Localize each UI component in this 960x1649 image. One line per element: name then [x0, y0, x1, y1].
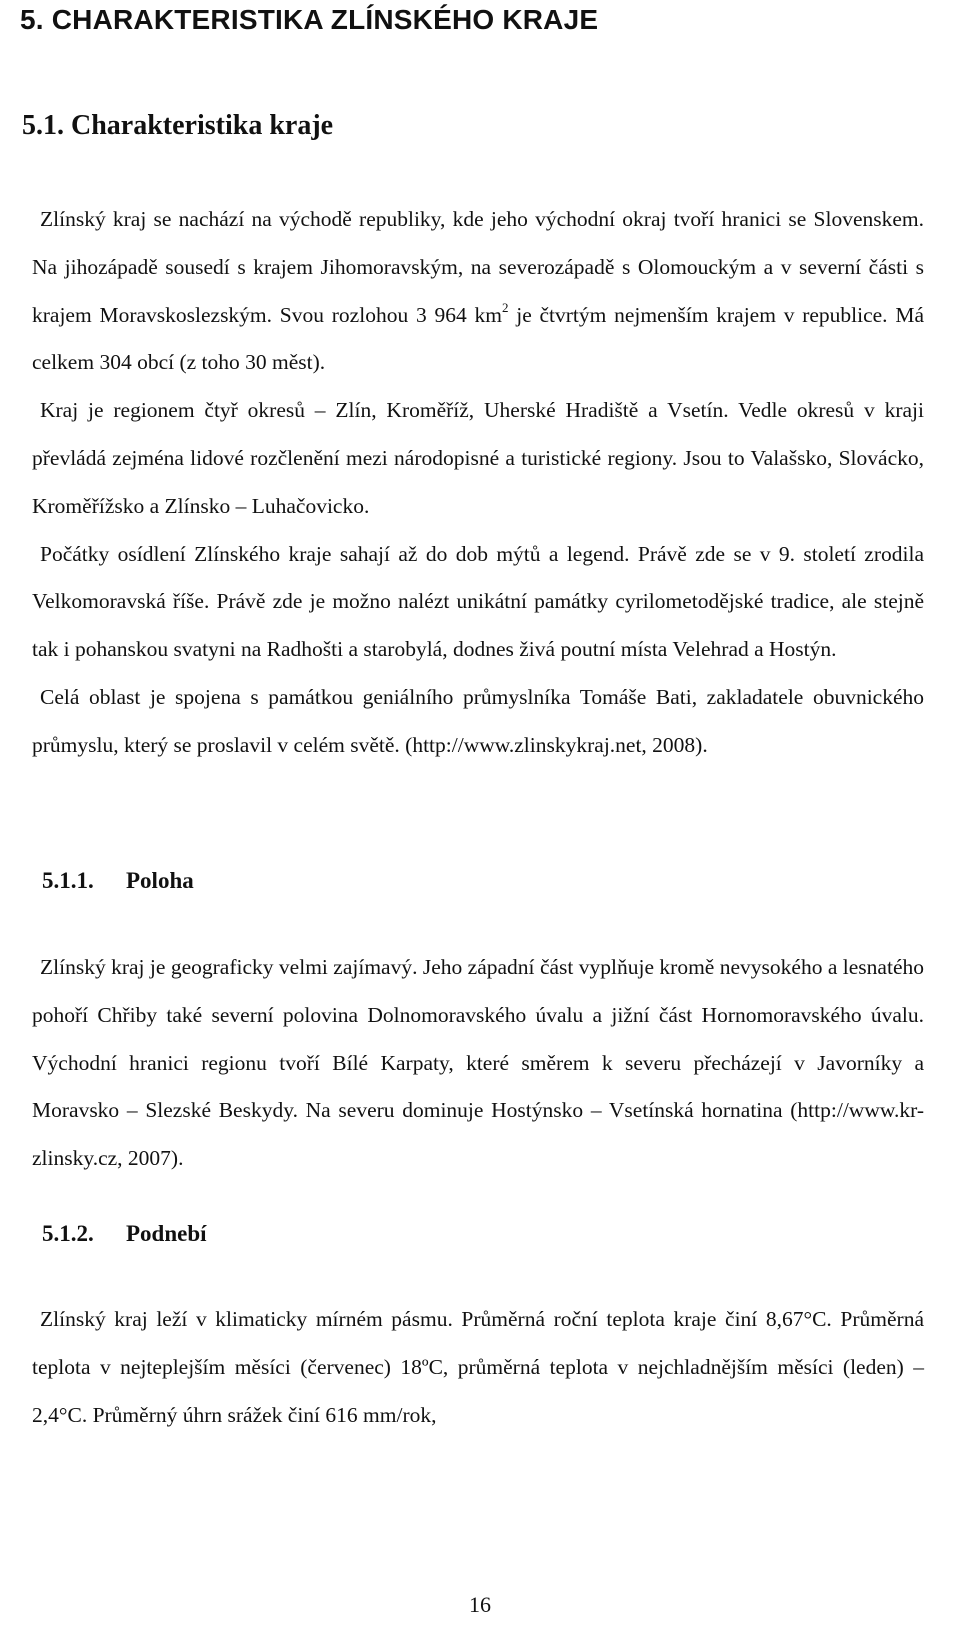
subsection-heading-podnebi: [42, 1221, 207, 1247]
page-number: 16: [469, 1592, 491, 1617]
paragraph-districts: Kraj je regionem čtyř okresů – Zlín, Kroměříž, Uherské Hradiště a Vsetín. Vedle okresů v kraji převládá zejména lidové rozčlenění mezi národopisné a turistické regiony. Jsou to Valašsko, Slovácko, Kroměřížsko a Zlínsko – Luhačovicko.: [32, 398, 924, 518]
paragraph-geography: Zlínský kraj je geograficky velmi zajímavý. Jeho západní část vyplňuje kromě nevysokého a lesnatého pohoří Chřiby také severní polovina Dolnomoravského úvalu a jižní část Hornomoravského úvalu. Východní hranici regionu tvoří Bílé Karpaty, které směrem k severu přecházejí v Javorníky a Moravsko – Slezské Beskydy. Na severu dominuje Hostýnsko – Vsetínská hornatina (http://www.kr-zlinsky.cz, 2007).: [32, 955, 924, 1171]
paragraph-history: Počátky osídlení Zlínského kraje sahají až do dob mýtů a legend. Právě zde se v 9. století zrodila Velkomoravská říše. Právě zde je možno nalézt unikátní památky cyrilometodějské tradice, ale stejně tak i pohanskou svatyni na Radhošti a starobylá, dodnes živá poutní místa Velehrad a Hostýn.: [32, 541, 924, 662]
subsection-heading-poloha: [42, 868, 194, 894]
subsection-number: 5.1.1.: [42, 868, 94, 893]
chapter-heading: 5. CHARAKTERISTIKA ZLÍNSKÉHO KRAJE: [20, 4, 599, 35]
paragraph-climate: Zlínský kraj leží v klimaticky mírném pásmu. Průměrná roční teplota kraje činí 8,67°C. Průměrná teplota v nejteplejším měsíci (červenec) 18ºC, průměrná teplota v nejchladnějším měsíci (leden) –2,4°C. Průměrný úhrn srážek činí 616 mm/rok,: [32, 1307, 924, 1427]
paragraph-location: [32, 196, 924, 387]
superscript-2: 2: [501, 299, 509, 315]
paragraph-intro: [32, 196, 924, 770]
paragraph-bata: Celá oblast je spojena s památkou geniálního průmyslníka Tomáše Bati, zakladatele obuvnického průmyslu, který se proslavil v celém světě. (http://www.zlinskykraj.net, 2008).: [32, 684, 924, 757]
subsection-title: Podnebí: [126, 1221, 207, 1246]
subsection-number: 5.1.2.: [42, 1221, 94, 1246]
paragraph-podnebi: [32, 1296, 924, 1439]
paragraph-location-text-a: Zlínský kraj se nachází na východě republiky, kde jeho východní okraj tvoří hranici se Slovenskem. Na jihozápadě sousedí s krajem Jihomoravským, na severozápadě s Olomouckým a v severní části s krajem Moravskoslezským. Svou rozlohou 3 964 km: [32, 207, 924, 327]
subsection-title: Poloha: [126, 868, 194, 893]
section-heading: 5.1. Charakteristika kraje: [22, 110, 334, 141]
paragraph-location-text-b: je čtvrtým nejmenším krajem v republice. Má celkem 304 obcí (z toho 30 měst).: [32, 302, 924, 375]
paragraph-poloha: [32, 944, 924, 1183]
